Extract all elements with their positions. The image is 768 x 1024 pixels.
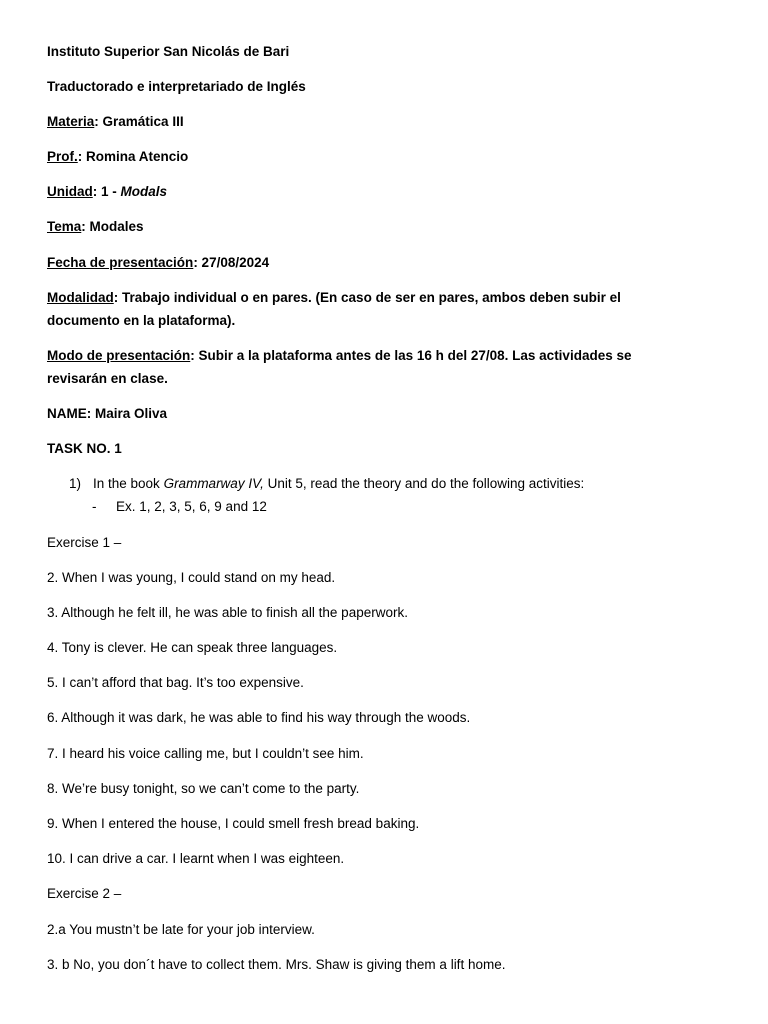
answer-line: 6. Although it was dark, he was able to find his way through the woods. [47, 710, 471, 725]
answer-line: 5. I can’t afford that bag. It’s too expensive. [47, 675, 304, 690]
submission-label: Modo de presentación [47, 348, 191, 363]
unit-value: : 1 - [92, 184, 121, 199]
professor-line [47, 145, 667, 168]
submission-line [47, 344, 667, 390]
modality-line [47, 286, 667, 332]
exercise-list-item [92, 495, 652, 518]
unit-line [47, 180, 667, 203]
book-title: Grammarway IV, [163, 476, 264, 491]
topic-line [47, 215, 667, 238]
answer-line: 9. When I entered the house, I could smell fresh bread baking. [47, 816, 420, 831]
answer-line: 3. b No, you don´t have to collect them. Mrs. Shaw is giving them a lift home. [47, 957, 506, 972]
exercise2-title: Exercise 2 – [47, 886, 122, 901]
answer-line: 4. Tony is clever. He can speak three languages. [47, 640, 338, 655]
due-date-value: : 27/08/2024 [193, 255, 270, 270]
subject-line [47, 110, 667, 133]
instruction-item [69, 472, 669, 495]
topic-label: Tema [47, 219, 82, 234]
subject-value: : Gramática III [94, 114, 184, 129]
topic-value: : Modales [81, 219, 144, 234]
answer-line: 10. I can drive a car. I learnt when I was eighteen. [47, 851, 345, 866]
student-name: NAME: Maira Oliva [47, 406, 168, 421]
program-name: Traductorado e interpretariado de Inglés [47, 79, 306, 94]
subject-label: Materia [47, 114, 95, 129]
due-date-label: Fecha de presentación [47, 255, 194, 270]
answer-line: 8. We’re busy tonight, so we can’t come to the party. [47, 781, 360, 796]
answer-line: 3. Although he felt ill, he was able to finish all the paperwork. [47, 605, 408, 620]
task-title: TASK NO. 1 [47, 441, 122, 456]
unit-value-italic: Modals [120, 184, 168, 199]
exercise1-title: Exercise 1 – [47, 535, 122, 550]
exercise-list: Ex. 1, 2, 3, 5, 6, 9 and 12 [116, 499, 267, 514]
instruction-text-after: Unit 5, read the theory and do the following activities: [263, 476, 585, 491]
answer-line: 7. I heard his voice calling me, but I couldn’t see him. [47, 746, 364, 761]
due-date-line [47, 251, 667, 274]
institute-name: Instituto Superior San Nicolás de Bari [47, 44, 290, 59]
modality-value: : Trabajo individual o en pares. (En caso de ser en pares, ambos deben subir el documento en la plataforma). [47, 290, 621, 328]
instruction-number: 1) [69, 476, 82, 491]
professor-label: Prof. [47, 149, 78, 164]
submission-value: : Subir a la plataforma antes de las 16 h del 27/08. Las actividades se revisarán en clase. [47, 348, 632, 386]
unit-label: Unidad [47, 184, 93, 199]
modality-label: Modalidad [47, 290, 114, 305]
instruction-text-before: In the book [93, 476, 164, 491]
answer-line: 2. When I was young, I could stand on my head. [47, 570, 336, 585]
bullet-dash: - [92, 499, 97, 514]
answer-line: 2.a You mustn’t be late for your job interview. [47, 922, 315, 937]
professor-value: : Romina Atencio [77, 149, 189, 164]
